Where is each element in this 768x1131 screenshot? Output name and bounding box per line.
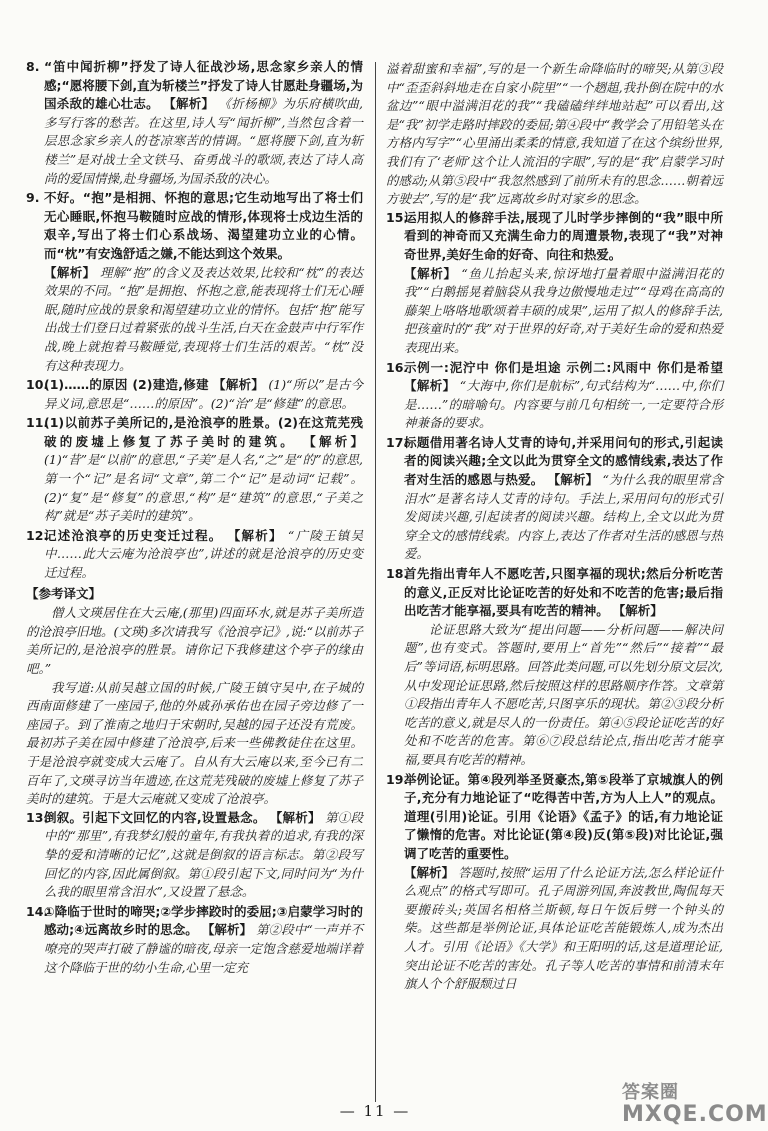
analysis-tag: 【解析】 xyxy=(213,377,265,393)
answer-text: “笛中闻折柳”抒发了诗人征战沙场,思念家乡亲人的情感;“愿将腰下剑,直为斩楼兰”抒发了诗人甘愿赴身疆场,为国杀敌的雄心壮志。 xyxy=(44,59,363,112)
analysis-tag: 【解析】 xyxy=(163,96,215,112)
question-9 xyxy=(26,189,363,375)
answer-text: 示例一:泥泞中 你们是坦途 示例二:风雨中 你们是希望 xyxy=(404,359,723,375)
analysis-tag: 【解析】 xyxy=(227,527,283,543)
question-number: 19. xyxy=(386,771,409,787)
site-watermark-logo xyxy=(622,1082,768,1128)
question-18 xyxy=(386,565,723,770)
analysis-text: “广陵王镇吴中……此大云庵为沧浪亭也”,讲述的就是沧浪亭的历史变迁过程。 xyxy=(44,527,363,581)
right-column xyxy=(386,60,723,1088)
left-column xyxy=(26,58,363,1086)
question-14 xyxy=(26,903,363,977)
answer-text: 倒叙。引起下文回忆的内容,设置悬念。 xyxy=(44,809,266,825)
question-number: 16. xyxy=(386,359,409,375)
question-number: 17. xyxy=(386,434,409,450)
analysis-text: 答题时,按照“运用了什么论证方法,怎么样论证什么观点”的格式写即可。孔子周游列国,奔波教世,陶侃每天要搬砖头;英国名相格兰斯顿,每日午饭后劈一个钟头的柴。这些都是举例论证,具体论证吃苦能锻炼人,成为杰出人才。引用《论语》《大学》和王阳明的话,这是道理论证,突出论证不吃苦的害处。孔子等人吃苦的事情和前清末年旗人个个舒服颓过日 xyxy=(404,864,723,992)
question-10 xyxy=(26,376,363,413)
analysis-text: (1)“所以”是古今异义词,意思是“……的原因”。(2)“治”是“修建”的意思。 xyxy=(44,377,363,411)
analysis-tag: 【解析】 xyxy=(201,922,253,938)
analysis-tag: 【解析】 xyxy=(404,864,455,880)
answer-text: 记述沧浪亭的历史变迁过程。 xyxy=(44,527,223,543)
question-number: 8. xyxy=(26,59,40,74)
answer-text: 标题借用著名诗人艾青的诗句,并采用问句的形式,引起读者的阅读兴趣;全文以此为贯穿全文的感情线索,表达了作者对生活的感恩与热爱。 xyxy=(404,434,723,488)
analysis-text: “鱼儿抬起头来,惊讶地打量着眼中溢满泪花的我”“白鹅摇晃着脑袋从我身边傲慢地走过”“母鸡在高高的藤架上咯咯地歌颂着丰硕的成果”,运用了拟人的修辞手法,把孩童时的“我”对于世界的好奇,对于美好生命的爱和热爱表现出来。 xyxy=(404,265,723,355)
analysis-tag: 【解析】 xyxy=(269,809,321,825)
question-17 xyxy=(386,434,723,564)
analysis-text: 理解“抱”的含义及表达效果,比较和“枕”的表达效果的不同。“抱”是拥抱、怀抱之意,能表现将士们无心睡眠,随时应战的景象和渴望建功立业的情怀。包括“抱”能写出战士们登日过着紧张的战斗生活,白天在金鼓声中行军作战,晚上就抱着马鞍睡觉,表现将士们生活的艰苦。“枕”没有这种表现力。 xyxy=(44,264,363,373)
question-number: 18. xyxy=(386,566,409,582)
answer-text: (1)以前苏子美所记的,是沧浪亭的胜景。(2)在这荒芜残破的废墟上修复了苏子美时的建筑。 xyxy=(44,415,363,449)
question-number: 10. xyxy=(26,377,49,393)
analysis-block xyxy=(404,621,723,770)
question-number: 13. xyxy=(26,809,49,825)
analysis-block xyxy=(44,264,363,376)
analysis-tag: 【解析】 xyxy=(404,265,457,281)
answer-text: 首先指出青年人不愿吃苦,只图享福的现状;然后分析吃苦的意义,正反对比论证吃苦的好处和不吃苦的危害;最后指出吃苦才能享福,要具有吃苦的精神。 xyxy=(404,566,723,619)
translation-paragraph-1: 僧人文瑛居住在大云庵,(那里)四面环水,就是苏子美所造的沧浪亭旧地。(文瑛)多次请我写《沧浪亭记》,说:“以前苏子美所记的,是沧浪亭的胜景。请你记下我修建这个亭子的缘由吧。” xyxy=(26,605,363,676)
question-number: 15. xyxy=(386,209,409,225)
page-number: — 11 — xyxy=(339,1102,411,1120)
answer-text: 不好。“抱”是相拥、怀抱的意思;它生动地写出了将士们无心睡眠,怀抱马鞍随时应战的情形,体现将士戍边生活的艰辛,写出了将士们心系战场、渴望建功立业的心情。而“枕”有安逸舒适之嫌,不能达到这个效果。 xyxy=(44,190,363,261)
analysis-text: 论证思路大致为“提出问题——分析问题——解决问题”,也有变式。答题时,要用上“首先”“然后”“接着”“最后”等词语,标明思路。回答此类问题,可以先划分原文层次,从中发现论证思路,然后按照这样的思路顺序作答。文章第①段指出青年人不愿吃苦,只图享乐的现状。第②③段分析吃苦的意义,就是尽人的一份责任。第④⑤段论证吃苦的好处和不吃苦的危害。第⑥⑦段总结论点,指出吃苦才能享福,要具有吃苦的精神。 xyxy=(404,621,723,767)
question-13 xyxy=(26,809,363,902)
analysis-text: 《折杨柳》为乐府横吹曲,多写行客的愁苦。在这里,诗人写“闻折柳”,当然包含着一层思念家乡亲人的苍凉寒苦的情调。“愿将腰下剑,直为斩楼兰”是对战士全文铁马、奋勇战斗的歌颂,表达了诗人高尚的爱国情操,赴身疆场,为国杀敌的决心。 xyxy=(44,96,363,186)
answer-text: (1)……的原因 (2)建造,修建 xyxy=(44,377,209,393)
analysis-text: 第①段中的“那里”,有我梦幻般的童年,有我执着的追求,有我的深挚的爱和清晰的记忆”,这就是倒叙的语言标志。第②段写回忆的内容,因此属倒叙。第①段引起下文,同时问为“为什么我的眼里常含泪水”,又设置了悬念。 xyxy=(44,809,363,900)
analysis-tag: 【解析】 xyxy=(44,264,96,280)
answer-text: 举例论证。第④段列举圣贤豪杰,第⑤段举了京城旗人的例子,充分有力地论证了“吃得苦中苦,方为人上人”的观点。道理(引用)论证。引用《论语》《孟子》的话,有力地论证了懒惰的危害。对比论证(第④段)反(第⑤段)对比论证,强调了吃苦的重要性。 xyxy=(404,771,723,861)
translation-paragraph-2: 我写道:从前吴越立国的时候,广陵王镇守吴中,在子城的西南面修建了一座园子,他的外戚孙承佑也在园子旁边修了一座园子。到了淮南之地归于宋朝时,吴越的园子还没有荒废。最初苏子美在园中修建了沧浪亭,后来一些佛教徒住在这里。于是沧浪亭就变成大云庵了。自从有大云庵以来,至今已有二百年了,文瑛寻访当年遗迹,在这荒芜残破的废墟上修复了苏子美时的建筑。于是大云庵就又变成了沧浪亭。 xyxy=(26,679,363,807)
analysis-text: “为什么我的眼里常含泪水”是著名诗人艾青的诗句。手法上,采用问句的形式引发阅读兴趣,引起读者的阅读兴趣。结构上,全文以此为贯穿全文的感情线索。内容上,表达了作者对生活的感恩与热爱。 xyxy=(404,472,723,562)
question-12 xyxy=(26,527,363,583)
question-number: 14. xyxy=(26,903,49,919)
analysis-tag: 【解析】 xyxy=(547,472,599,488)
question-14-continued xyxy=(386,60,723,209)
translation-title: 【参考译文】 xyxy=(26,585,102,601)
watermark-top-text: 答案圈 xyxy=(622,1082,679,1103)
question-number: 12. xyxy=(26,527,49,543)
watermark-bottom-text: MXQE.COM xyxy=(622,1102,768,1127)
question-8 xyxy=(26,58,363,188)
analysis-block xyxy=(404,265,723,358)
column-divider xyxy=(375,62,376,1102)
question-11 xyxy=(26,414,363,526)
question-15 xyxy=(386,209,723,358)
analysis-tag: 【解析】 xyxy=(612,603,663,619)
analysis-block xyxy=(404,864,723,994)
analysis-tag: 【解析】 xyxy=(303,433,363,449)
answer-text: ①降临于世时的啼哭;②学步摔跤时的委屈;③启蒙学习时的感动;④远离故乡时的思念。 xyxy=(44,903,363,938)
analysis-tag: 【解析】 xyxy=(404,378,456,394)
analysis-text: (1)“昔”是“以前”的意思,“子美”是人名,“之”是“的”的意思,第一个“记”是名词“文章”,第二个“记”是动词“记载”。(2)“复”是“修复”的意思,“构”是“建筑”的意思,“子美之构”就是“苏子美时的建筑”。 xyxy=(44,452,363,524)
question-16 xyxy=(386,359,723,433)
analysis-text: “大海中,你们是航标”,句式结构为“……中,你们是……”的暗喻句。内容要与前几句相统一,一定要符合形神兼备的要求。 xyxy=(404,378,723,431)
question-19 xyxy=(386,771,723,994)
question-number: 11. xyxy=(26,415,49,431)
answer-text: 运用拟人的修辞手法,展现了儿时学步摔倒的“我”眼中所看到的神奇而又充满生命力的周遭景物,表现了“我”对神奇世界,美好生命的好奇、向往和热爱。 xyxy=(404,209,723,262)
question-number: 9. xyxy=(26,190,40,206)
analysis-text: 第②段中“一声并不嘹亮的哭声打破了静谧的暗夜,母亲一定饱含慈爱地端详着这个降临于世的幼小生命,心里一定充 xyxy=(44,922,363,975)
analysis-text: 溢着甜蜜和幸福”,写的是一个新生命降临时的啼哭;从第③段中“歪歪斜斜地走在自家小院里”“一个趔趄,我扑倒在院中的水盆边”“眼中溢满泪花的我”“我磕磕绊绊地站起”可以看出,这是“我”初学走路时摔跤的委屈;第④段中“教学会了用铅笔头在方格内写字”“心里涌出柔柔的情意,我知道了在这个缤纷世界,我们有了‘老师’这个让人流泪的字眼”,写的是“我”启蒙学习时的感动;从第⑤段中“我忽然感到了前所未有的思念……朝着远方驶去”,写的是“我”远离故乡时对家乡的思念。 xyxy=(386,61,723,207)
